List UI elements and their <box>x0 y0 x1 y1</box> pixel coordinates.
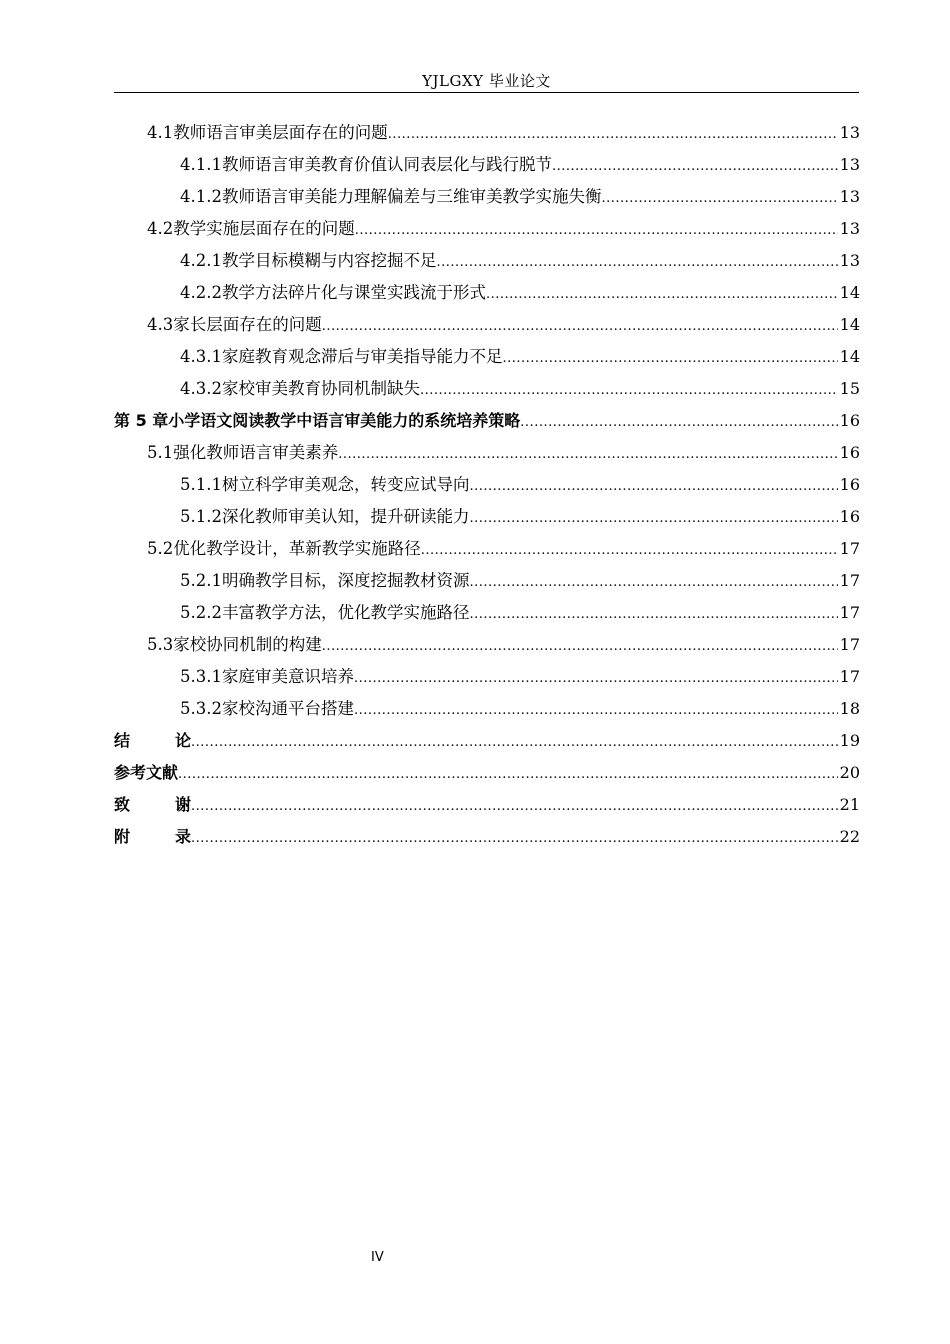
toc-number: 5.2.1 <box>180 571 222 590</box>
toc-entry[interactable] <box>114 629 860 661</box>
toc-entry[interactable] <box>114 533 860 565</box>
toc-title: 附 录 <box>114 827 192 846</box>
toc-title: 强化教师语言审美素养 <box>173 443 339 462</box>
toc-title: 优化教学设计，革新教学实施路径 <box>173 539 421 558</box>
toc-title: 致 谢 <box>114 795 192 814</box>
toc-page: 14 <box>839 347 860 366</box>
toc-page: 13 <box>839 155 860 174</box>
toc-page: 13 <box>839 251 860 270</box>
toc-leader <box>552 151 838 183</box>
toc-page: 14 <box>839 315 860 334</box>
toc-title: 教师语言审美能力理解偏差与三维审美教学实施失衡 <box>221 187 602 206</box>
toc-entry[interactable] <box>114 437 860 469</box>
toc-page: 16 <box>839 411 860 430</box>
toc-page: 16 <box>839 443 860 462</box>
toc-title: 家庭审美意识培养 <box>221 667 354 686</box>
toc-leader <box>520 407 837 439</box>
toc-leader <box>469 567 837 599</box>
toc-entry[interactable] <box>114 373 860 405</box>
toc-number: 4.3.2 <box>180 379 222 398</box>
toc-page: 16 <box>839 475 860 494</box>
toc-title: 教学实施层面存在的问题 <box>173 219 355 238</box>
toc-entry[interactable] <box>114 565 860 597</box>
table-of-contents <box>114 117 860 853</box>
toc-page: 13 <box>839 219 860 238</box>
toc-title: 结 论 <box>114 731 192 750</box>
toc-number: 4.2 <box>147 219 174 238</box>
toc-leader <box>421 535 838 567</box>
toc-title: 家校审美教育协同机制缺失 <box>221 379 420 398</box>
toc-entry[interactable] <box>114 661 860 693</box>
toc-number: 4.1.1 <box>180 155 222 174</box>
toc-leader <box>469 503 837 535</box>
toc-page: 22 <box>839 827 860 846</box>
toc-title: 教学方法碎片化与课堂实践流于形式 <box>221 283 486 302</box>
toc-number: 5.2 <box>147 539 174 558</box>
toc-entry[interactable] <box>114 213 860 245</box>
toc-page: 15 <box>839 379 860 398</box>
toc-page: 21 <box>839 795 860 814</box>
toc-leader <box>338 439 837 471</box>
toc-chapter-entry[interactable] <box>114 405 860 437</box>
toc-page: 17 <box>839 571 860 590</box>
toc-title: 深化教师审美认知，提升研读能力 <box>221 507 470 526</box>
toc-title: 丰富教学方法，优化教学实施路径 <box>221 603 470 622</box>
page-number: IV <box>371 1250 384 1265</box>
toc-page: 13 <box>839 123 860 142</box>
toc-entry[interactable] <box>114 469 860 501</box>
toc-title: 树立科学审美观念，转变应试导向 <box>221 475 470 494</box>
toc-number: 5.3.1 <box>180 667 222 686</box>
toc-backmatter-entry[interactable] <box>114 757 860 789</box>
toc-leader <box>322 631 838 663</box>
toc-entry[interactable] <box>114 693 860 725</box>
toc-page: 16 <box>839 507 860 526</box>
toc-page: 13 <box>839 187 860 206</box>
toc-backmatter-entry[interactable] <box>114 821 860 853</box>
toc-number: 第 5 章 <box>114 411 169 430</box>
toc-entry[interactable] <box>114 597 860 629</box>
toc-leader <box>388 119 838 151</box>
toc-entry[interactable] <box>114 501 860 533</box>
toc-title: 教师语言审美层面存在的问题 <box>173 123 388 142</box>
toc-entry[interactable] <box>114 277 860 309</box>
toc-page: 14 <box>839 283 860 302</box>
toc-leader <box>355 215 838 247</box>
toc-title: 教学目标模糊与内容挖掘不足 <box>221 251 437 270</box>
toc-number: 4.2.2 <box>180 283 222 302</box>
toc-page: 20 <box>839 763 860 782</box>
toc-page: 17 <box>839 603 860 622</box>
toc-number: 5.1.2 <box>180 507 222 526</box>
toc-page: 17 <box>839 635 860 654</box>
toc-leader <box>469 599 837 631</box>
toc-entry[interactable] <box>114 181 860 213</box>
toc-leader <box>322 311 838 343</box>
toc-leader <box>486 279 838 311</box>
toc-title: 小学语文阅读教学中语言审美能力的系统培养策略 <box>168 411 521 430</box>
toc-page: 17 <box>839 539 860 558</box>
toc-title: 明确教学目标，深度挖掘教材资源 <box>221 571 470 590</box>
toc-entry[interactable] <box>114 117 860 149</box>
toc-title: 教师语言审美教育价值认同表层化与践行脱节 <box>221 155 552 174</box>
toc-entry[interactable] <box>114 309 860 341</box>
toc-leader <box>469 471 837 503</box>
toc-entry[interactable] <box>114 341 860 373</box>
toc-number: 5.3.2 <box>180 699 222 718</box>
toc-page: 17 <box>839 667 860 686</box>
running-header: YJLGXY 毕业论文 <box>114 70 859 93</box>
toc-number: 4.1.2 <box>180 187 222 206</box>
toc-title: 家庭教育观念滞后与审美指导能力不足 <box>221 347 503 366</box>
toc-page: 18 <box>839 699 860 718</box>
toc-leader <box>191 823 838 855</box>
toc-leader <box>354 663 838 695</box>
toc-title: 家长层面存在的问题 <box>173 315 322 334</box>
toc-page: 19 <box>839 731 860 750</box>
toc-backmatter-entry[interactable] <box>114 725 860 757</box>
toc-leader <box>502 343 837 375</box>
toc-leader <box>420 375 838 407</box>
toc-leader <box>178 759 838 791</box>
toc-title: 家校协同机制的构建 <box>173 635 322 654</box>
toc-number: 5.2.2 <box>180 603 222 622</box>
toc-leader <box>601 183 837 215</box>
toc-number: 5.1 <box>147 443 174 462</box>
toc-number: 4.3 <box>147 315 174 334</box>
toc-title: 参考文献 <box>114 763 179 782</box>
toc-entry[interactable] <box>114 149 860 181</box>
toc-leader <box>191 727 838 759</box>
toc-number: 5.3 <box>147 635 174 654</box>
toc-backmatter-entry[interactable] <box>114 789 860 821</box>
toc-entry[interactable] <box>114 245 860 277</box>
toc-leader <box>191 791 838 823</box>
toc-number: 5.1.1 <box>180 475 222 494</box>
toc-number: 4.1 <box>147 123 174 142</box>
toc-number: 4.2.1 <box>180 251 222 270</box>
toc-leader <box>436 247 837 279</box>
toc-leader <box>354 695 838 727</box>
toc-title: 家校沟通平台搭建 <box>221 699 354 718</box>
toc-number: 4.3.1 <box>180 347 222 366</box>
